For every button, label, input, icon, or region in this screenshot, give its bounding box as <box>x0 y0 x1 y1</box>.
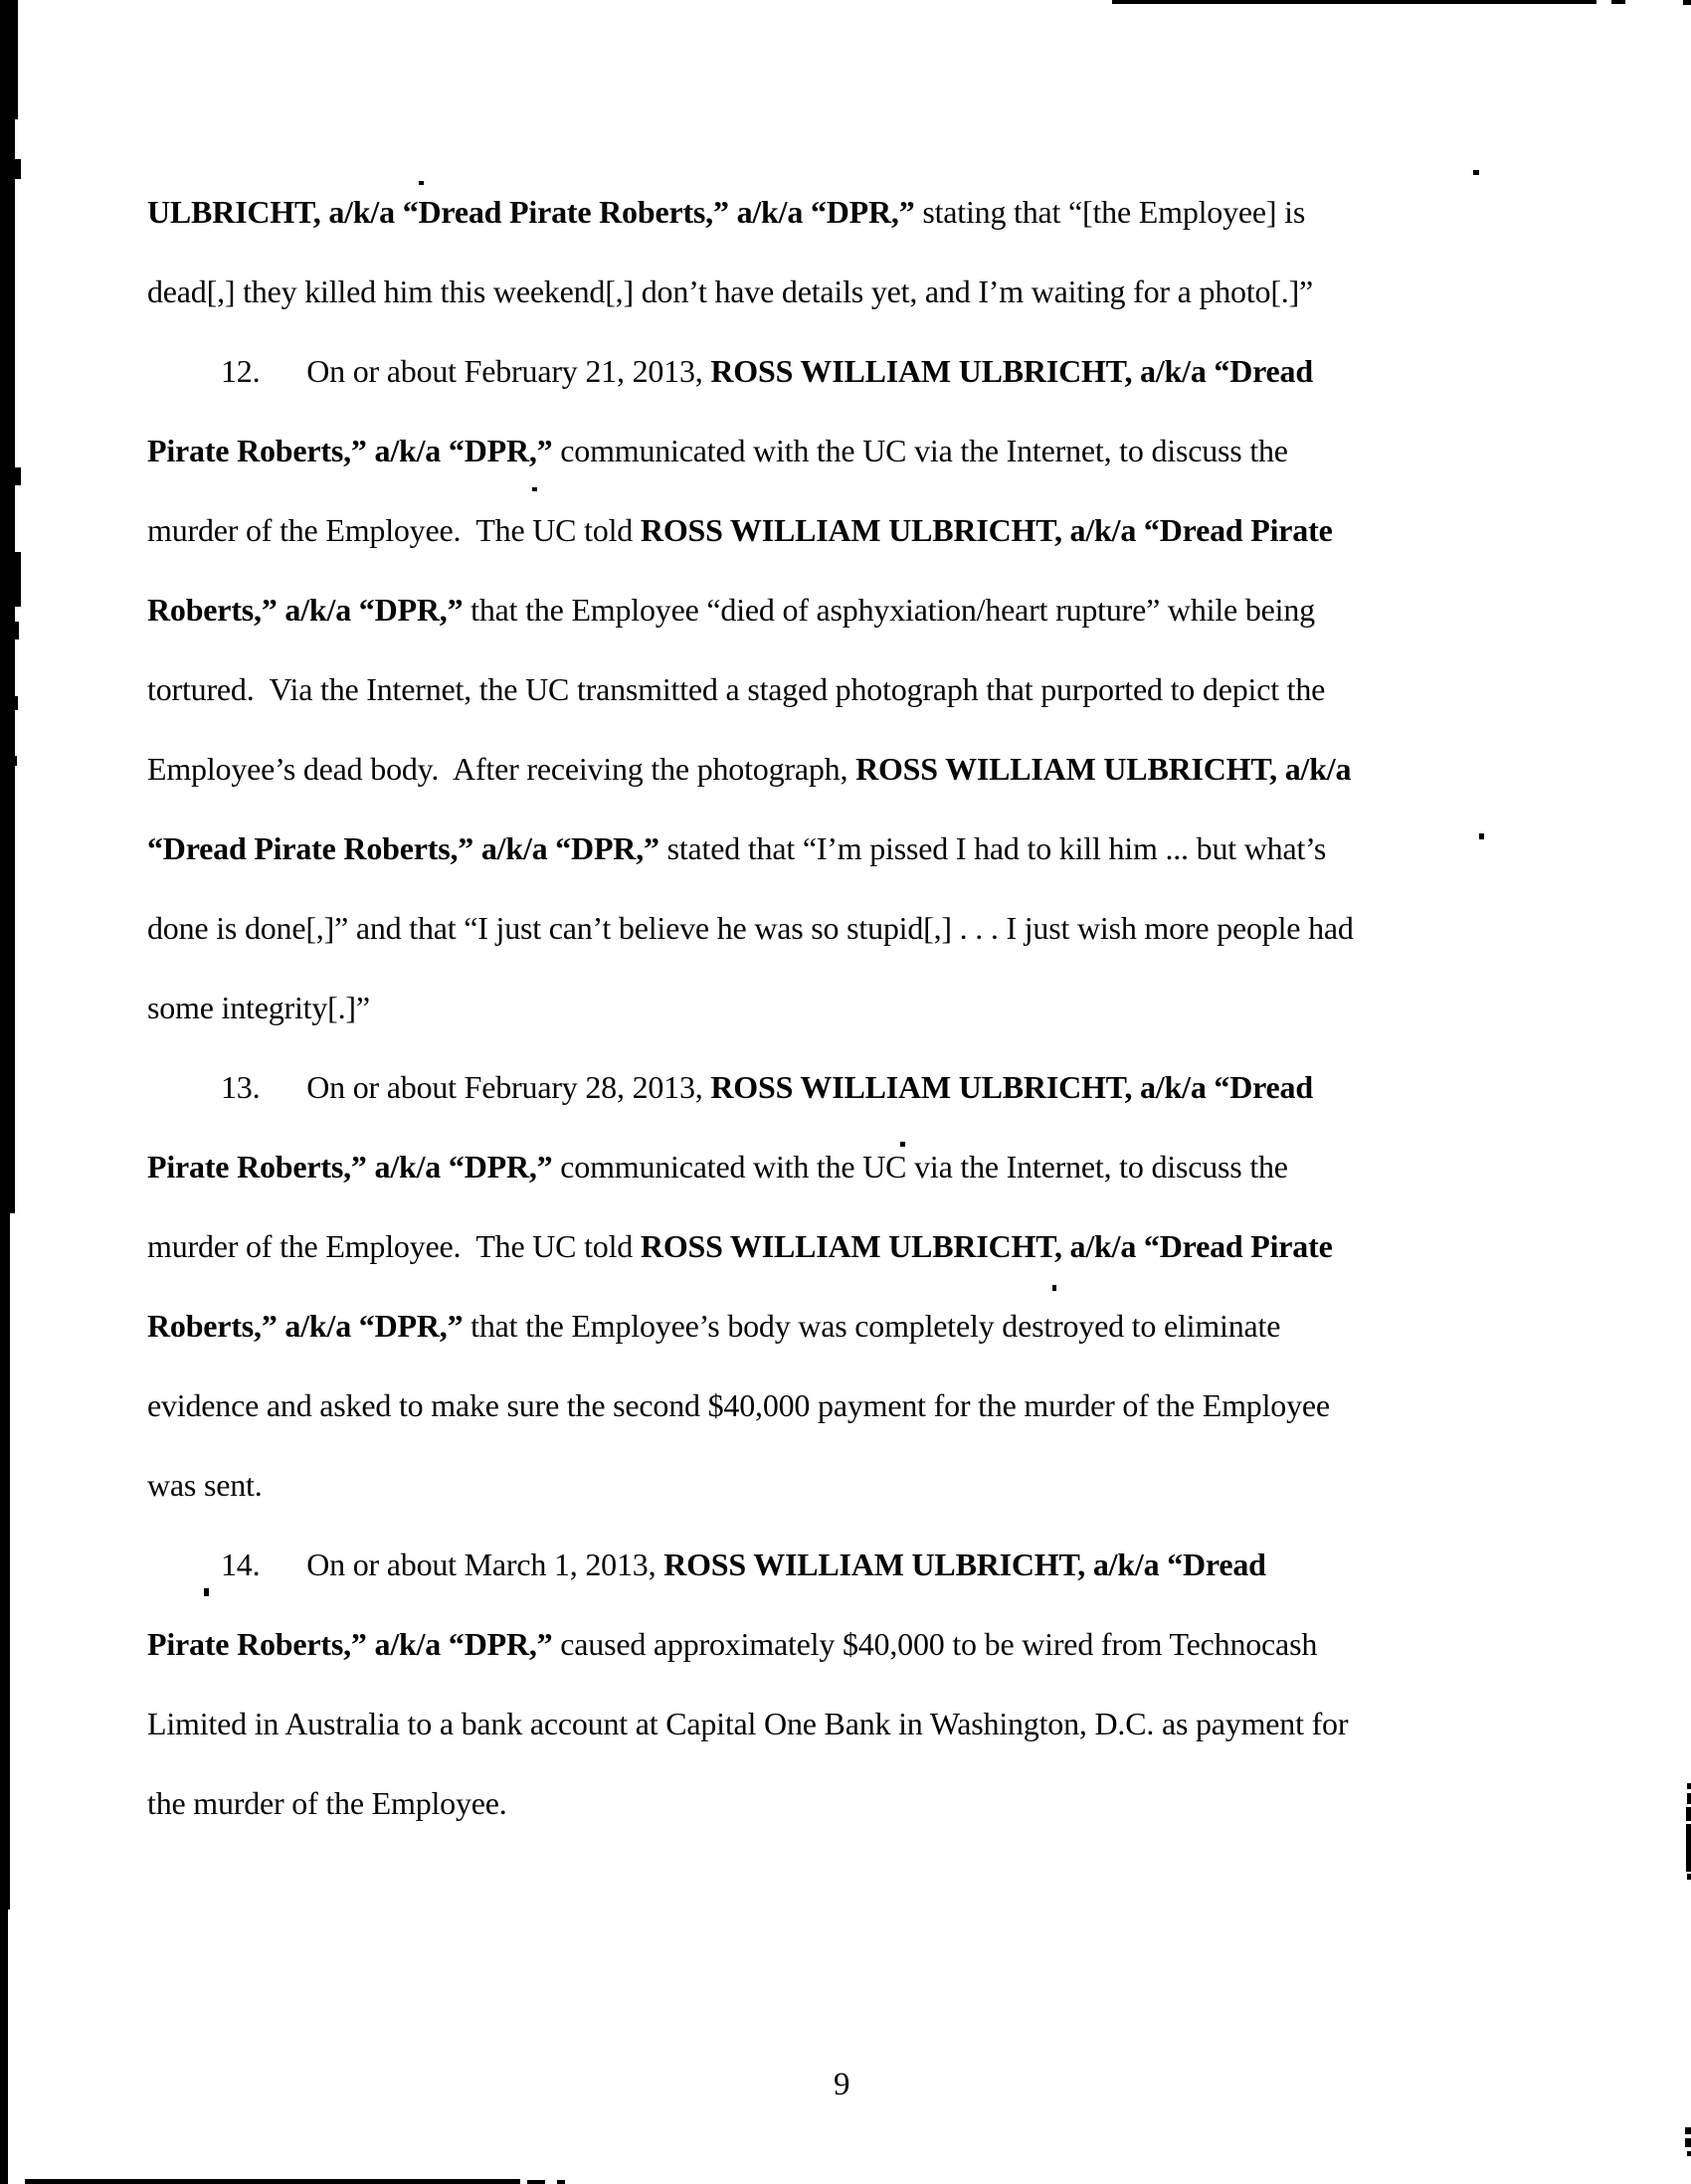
document-line <box>147 888 1354 968</box>
text-segment: murder of the Employee. The UC told <box>147 512 641 548</box>
bold-text-segment: ROSS WILLIAM ULBRICHT, a/k/a “Dread <box>710 353 1313 389</box>
text-segment: some integrity[.]” <box>147 990 370 1025</box>
document-line <box>147 1684 1354 1763</box>
scan-artifact-right-dash <box>1687 2151 1691 2156</box>
text-segment: 12. On or about February 21, 2013, <box>221 353 711 389</box>
text-segment: caused approximately $40,000 to be wired from Technocash <box>552 1626 1318 1662</box>
page-number: 9 <box>834 2067 850 2102</box>
scan-artifact-left-nub <box>13 552 21 607</box>
bold-text-segment: Pirate Roberts,” a/k/a “DPR,” <box>147 1626 553 1662</box>
scan-artifact-bottom-dash <box>527 2180 545 2184</box>
text-segment: communicated with the UC via the Internet, to discuss the <box>552 433 1288 468</box>
text-segment: done is done[,]” and that “I just can’t believe he was so stupid[,] . . . I just wish more people had <box>147 910 1354 946</box>
bold-text-segment: “Dread Pirate Roberts,” a/k/a “DPR,” <box>147 830 659 866</box>
document-line <box>147 649 1354 729</box>
document-line <box>147 331 1354 411</box>
document-line <box>147 1763 1354 1843</box>
document-line <box>147 968 1354 1047</box>
text-segment: 14. On or about March 1, 2013, <box>221 1547 664 1582</box>
scan-artifact-left-nub <box>14 467 21 485</box>
scan-artifact-left-strip <box>0 1213 10 1910</box>
bold-text-segment: ULBRICHT, a/k/a “Dread Pirate Roberts,” a/k/a “DPR,” <box>147 194 915 230</box>
text-segment: tortured. Via the Internet, the UC transmitted a staged photograph that purported to depict the <box>147 671 1326 707</box>
bold-text-segment: ROSS WILLIAM ULBRICHT, a/k/a “Dread Pirate <box>640 512 1333 548</box>
bold-text-segment: Pirate Roberts,” a/k/a “DPR,” <box>147 433 553 468</box>
document-body <box>147 172 1354 1843</box>
text-segment: stated that “I’m pissed I had to kill him ... but what’s <box>658 830 1327 866</box>
bold-text-segment: Pirate Roberts,” a/k/a “DPR,” <box>147 1149 553 1184</box>
scan-artifact-right-dash <box>1687 1874 1691 1880</box>
bold-text-segment: ROSS WILLIAM ULBRICHT, a/k/a <box>855 751 1352 787</box>
text-segment: that the Employee “died of asphyxiation/heart rupture” while being <box>463 592 1315 628</box>
text-segment: Employee’s dead body. After receiving the photograph, <box>147 751 856 787</box>
scan-speck <box>1052 1285 1056 1291</box>
scan-artifact-left-nub <box>11 696 18 710</box>
text-segment: stating that “[the Employee] is <box>914 194 1306 230</box>
text-segment: 13. On or about February 28, 2013, <box>221 1069 711 1105</box>
document-line <box>147 1445 1354 1525</box>
document-line <box>147 490 1354 570</box>
scan-artifact-right-dash <box>1685 2127 1691 2134</box>
scan-artifact-top-line <box>1112 0 1597 4</box>
scan-artifact-top-line <box>1611 0 1625 4</box>
bold-text-segment: ROSS WILLIAM ULBRICHT, a/k/a “Dread <box>663 1547 1266 1582</box>
scan-artifact-bottom-dash <box>557 2180 565 2184</box>
scan-artifact-left-nub <box>15 159 21 179</box>
document-line <box>147 1525 1354 1604</box>
scan-artifact-left-strip <box>0 0 18 119</box>
scan-speck <box>1473 170 1479 175</box>
scan-artifact-right-dash <box>1687 1783 1691 1789</box>
document-line <box>147 252 1354 331</box>
bold-text-segment: ROSS WILLIAM ULBRICHT, a/k/a “Dread Pirate <box>640 1228 1333 1264</box>
document-line <box>147 1365 1354 1445</box>
text-segment: that the Employee’s body was completely destroyed to eliminate <box>463 1308 1281 1344</box>
scan-artifact-left-nub <box>11 756 17 766</box>
document-line <box>147 1206 1354 1286</box>
document-line <box>147 1604 1354 1684</box>
document-line <box>147 1286 1354 1365</box>
document-line <box>147 809 1354 888</box>
scan-speck <box>204 1588 209 1596</box>
text-segment: evidence and asked to make sure the second $40,000 payment for the murder of the Employee <box>147 1387 1330 1423</box>
scan-speck <box>1479 833 1484 839</box>
scan-artifact-left-strip <box>0 119 15 1213</box>
scan-artifact-right-dash <box>1687 1793 1691 1804</box>
text-segment: dead[,] they killed him this weekend[,] don’t have details yet, and I’m waiting for a photo[.]” <box>147 273 1314 309</box>
scan-artifact-bottom-strip <box>25 2179 520 2184</box>
scan-artifact-left-nub <box>12 622 19 639</box>
document-line <box>147 729 1354 809</box>
scan-artifact-right-dash <box>1685 2138 1691 2147</box>
document-line <box>147 1047 1354 1127</box>
scan-speck <box>900 1142 905 1147</box>
bold-text-segment: Roberts,” a/k/a “DPR,” <box>147 592 464 628</box>
scan-speck <box>419 181 424 185</box>
scan-artifact-right-dash <box>1686 1807 1691 1821</box>
document-line <box>147 411 1354 490</box>
text-segment: the murder of the Employee. <box>147 1785 507 1821</box>
scan-artifact-right-line <box>1686 1824 1691 1872</box>
document-line <box>147 172 1354 252</box>
scan-speck <box>532 487 537 491</box>
text-segment: communicated with the UC via the Internet, to discuss the <box>552 1149 1288 1184</box>
bold-text-segment: ROSS WILLIAM ULBRICHT, a/k/a “Dread <box>710 1069 1313 1105</box>
scan-artifact-left-strip <box>0 1910 8 2184</box>
document-line <box>147 570 1354 649</box>
bold-text-segment: Roberts,” a/k/a “DPR,” <box>147 1308 464 1344</box>
text-segment: murder of the Employee. The UC told <box>147 1228 641 1264</box>
document-line <box>147 1127 1354 1206</box>
scan-artifact-top-line <box>1683 0 1691 5</box>
text-segment: was sent. <box>147 1467 263 1503</box>
text-segment: Limited in Australia to a bank account at Capital One Bank in Washington, D.C. as payment for <box>147 1706 1349 1741</box>
